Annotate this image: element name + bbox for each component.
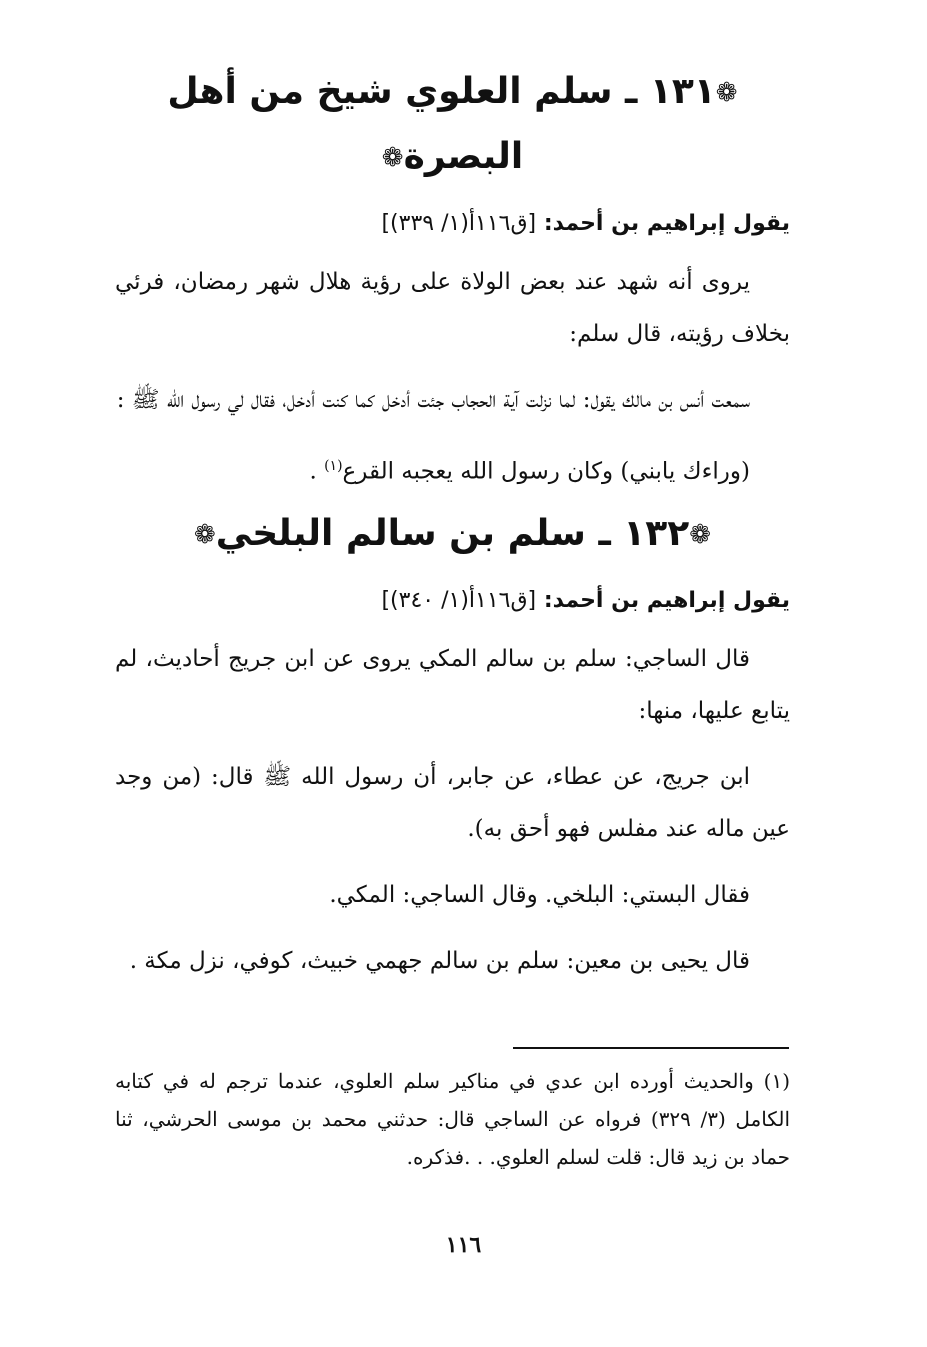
footnote-1: (١) والحديث أورده ابن عدي في مناكير سلم العلوي، عندما ترجم له في كتابه الكامل (٣/ ٣٢٩) فرواه عن الساجي قال: حدثني محمد بن موسى الحرشي، ثنا حماد بن زيد قال: قلت لسلم العلوي. . .فذكره. [115,1069,790,1169]
entry-131-quote [115,440,790,498]
ornament-close-icon: ❁ [193,519,216,550]
entry-131-title: ١٣١ ـ سلم العلوي شيخ من أهل البصرة [167,71,716,177]
quote-text: (وراءك يابني) وكان رسول الله يعجبه القرع [342,458,750,485]
entry-132-paragraph-4: قال يحيى بن معين: سلم بن سالم جهمي خبيث، كوفي، نزل مكة . [129,947,750,974]
page-number: ١١٦ [445,1232,482,1258]
source-reference: [ق١١٦أ(١/ ٣٣٩)] [381,211,537,236]
entry-131-source [115,204,790,244]
entry-131-paragraph-1: يروى أنه شهد عند بعض الولاة على رؤية هلال شهر رمضان، فرئي بخلاف رؤيته، قال سلم: [115,269,790,347]
ornament-open-icon: ❁ [715,78,738,108]
entry-131-heading [115,60,790,190]
ornament-open-icon: ❁ [689,519,711,550]
source-reference: [ق١١٦أ(١/ ٣٤٠)] [381,587,537,613]
entry-132-paragraph-1: قال الساجي: سلم بن سالم المكي يروى عن ابن جريج أحاديث، لم يتابع عليها، منها: [115,645,790,724]
entry-132-title: ١٣٢ ـ سلم بن سالم البلخي [215,512,690,554]
entry-132-heading [115,502,790,567]
footnote-separator [513,1047,789,1049]
source-speaker: يقول إبراهيم بن أحمد: [543,587,790,613]
footnote-mark[interactable]: (١) [324,458,343,474]
entry-131-paragraph-2: سمعت أنس بن مالك يقول: لما نزلت آية الحجاب جئت أدخل كما كنت أدخل، فقال لي رسول الله ﷺ : [116,387,750,413]
quote-end: . [309,458,325,485]
ornament-close-icon: ❁ [381,143,404,173]
entry-132-paragraph-3: فقال البستي: البلخي. وقال الساجي: المكي. [329,881,750,908]
footnotes [115,1062,790,1176]
entry-132-source [115,581,790,621]
page-body [115,60,790,1001]
source-speaker: يقول إبراهيم بن أحمد: [543,211,790,236]
entry-132-paragraph-2: ابن جريج، عن عطاء، عن جابر، أن رسول الله ﷺ قال: (من وجد عين ماله عند مفلس فهو أحق به). [115,763,790,842]
